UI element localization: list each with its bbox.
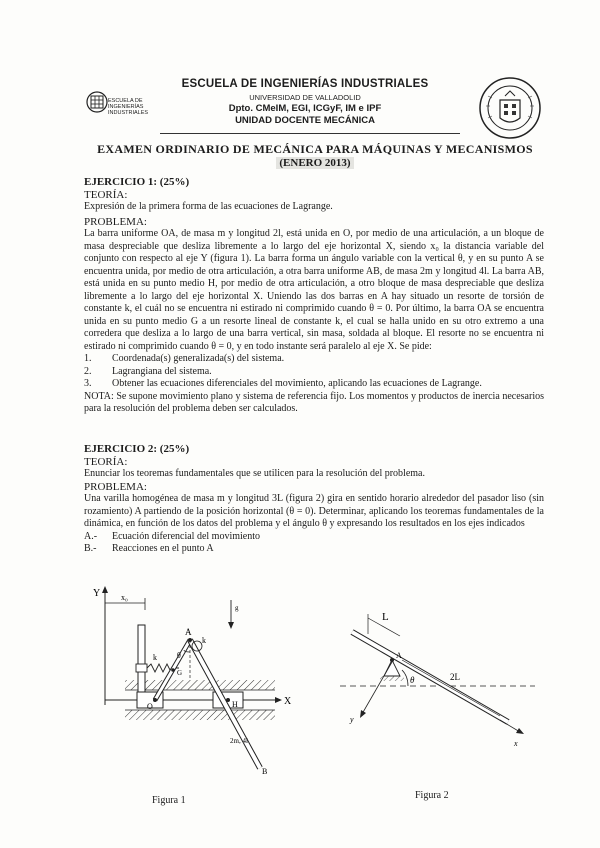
- point-b-label: B: [262, 767, 268, 776]
- item-number: A.-: [84, 530, 98, 542]
- point-a: [390, 658, 394, 662]
- exercise-1-theory-text: Expresión de la primera forma de las ecuaciones de Lagrange.: [84, 201, 333, 212]
- y-axis-arrow-icon: [360, 710, 366, 718]
- exam-date-text: (ENERO 2013): [276, 157, 353, 169]
- point-o-label: O: [147, 702, 153, 711]
- exercise-1-problem-label: PROBLEMA:: [84, 215, 147, 228]
- gravity-label: g: [235, 604, 239, 612]
- exercise-1-problem-text: La barra uniforme OA, de masa m y longitud 2l, está unida en O, por medio de una articulación, a un bloque de masa despreciable que desliza libremente a lo largo del eje horizontal X, siendo x₀ la distancia variable del conjunto con respecto al eje Y (figura 1). La barra forma un ángulo variable con la vertical θ, y en su punto A se encuentra unida, por medio de otra articulación, a otra barra uniforme AB, de masa 2m y longitud 4l. La barra AB, está unida en su punto medio H, por medio de otra articulación, a otro bloque de masa despreciable que desliza libremente a lo largo del eje horizontal X. Uniendo las dos barras en A hay situado un resorte de torsión de constante k, el cuál no se encuentra ni estirado ni comprimido cuando θ = 0. Por último, la barra OA se encuentra unida en su punto medio G a un resorte lineal de constante k, el cual se halla unido en su otro extremo a una corredera que desliza a lo largo de una barra vertical, sin masa, soldada al bloque. El resorte no se encuentra ni estirado ni comprimido cuando θ = 0, y en todo instante será paralelo al eje X. Se pide:: [84, 228, 544, 352]
- logo-caption: ESCUELA DE INGENIERÍAS INDUSTRIALES: [108, 98, 149, 116]
- exercise-2-heading: EJERCICIO 2: (25%): [84, 443, 190, 455]
- exercise-2-problem-text: Una varilla homogénea de masa m y longitud 3L (figura 2) gira en sentido horario alrededor del pasador liso (sin rozamiento) A partiendo de la posición horizontal (θ = 0). Determinar, aplicando los teoremas fundamentales de la dinámica, en función de los datos del problema y el ángulo θ y expresando los resultados en los ejes indicados: [84, 493, 544, 529]
- x-axis-arrow-icon: [516, 728, 524, 734]
- exercise-2: [84, 443, 544, 556]
- exercise-2-problem-label: PROBLEMA:: [84, 480, 147, 493]
- item-text: Ecuación diferencial del movimiento: [112, 530, 260, 542]
- figure-2-caption: Figura 2: [415, 790, 449, 801]
- theta-label: θ: [410, 675, 415, 685]
- point-g: [171, 668, 175, 672]
- exam-date: [95, 157, 535, 169]
- x-axis-label: X: [284, 696, 292, 707]
- ground-top: [125, 680, 275, 690]
- item-text: Reacciones en el punto A: [112, 543, 214, 554]
- bar-ab-label: 2m, 4l: [230, 737, 248, 745]
- school-name: ESCUELA DE INGENIERÍAS INDUSTRIALES: [181, 78, 429, 90]
- 2l-dimension: [402, 660, 500, 716]
- item-number: 3.: [84, 378, 92, 389]
- item-number: 1.: [84, 353, 92, 364]
- university-seal-icon: [478, 76, 542, 140]
- departments: Dpto. CMeIM, EGI, ICGyF, IM e IPF: [228, 103, 382, 114]
- spring-slider: [136, 664, 147, 672]
- university-name: UNIVERSIDAD DE VALLADOLID: [249, 93, 361, 102]
- exercise-1-item: [84, 366, 544, 379]
- exercise-1-note: NOTA: Se supone movimiento plano y sistema de referencia fijo. Los momentos y productos de inercia necesarios para la resolución del problema deben ser calculados.: [84, 390, 544, 414]
- exercise-2-theory-label: TEORÍA:: [84, 455, 128, 468]
- exercise-2-item: [84, 531, 544, 544]
- point-a-label: A: [185, 627, 192, 637]
- x0-label: x₀: [121, 593, 128, 602]
- exam-title: EXAMEN ORDINARIO DE MECÁNICA PARA MÁQUINAS Y MECANISMOS: [97, 142, 533, 156]
- theta-label: θ: [177, 651, 181, 660]
- item-text: Coordenada(s) generalizada(s) del sistema.: [112, 353, 285, 364]
- ground-bottom: [125, 710, 275, 720]
- point-a: [188, 638, 192, 642]
- exercise-2-theory-text: Enunciar los teoremas fundamentales que se utilicen para la resolución del problema.: [84, 468, 425, 479]
- x-axis-arrow-icon: [275, 697, 282, 703]
- x-axis-label: x: [514, 739, 518, 748]
- point-o: [153, 698, 157, 702]
- exercise-1-heading: EJERCICIO 1: (25%): [84, 176, 190, 188]
- torsion-spring-label: k: [202, 636, 206, 645]
- header-divider: [160, 133, 460, 134]
- item-text: Lagrangiana del sistema.: [112, 365, 212, 377]
- point-h-label: H: [232, 700, 238, 709]
- l-label: L: [382, 611, 389, 623]
- linear-spring-label: k: [153, 653, 157, 662]
- figure-1: [85, 580, 310, 780]
- y-axis-local: [362, 662, 392, 714]
- y-axis-label: y: [350, 715, 354, 724]
- 2l-label: 2L: [450, 672, 460, 682]
- point-a-label: A: [396, 651, 402, 660]
- exercise-1-item: [84, 378, 544, 391]
- exercise-1-item: [84, 353, 544, 366]
- item-number: 2.: [84, 365, 92, 377]
- point-g-label: G: [177, 669, 183, 677]
- figure-1-caption: Figura 1: [152, 795, 186, 806]
- item-number: B.-: [84, 543, 97, 554]
- gravity-arrow-icon: [228, 622, 234, 629]
- point-h: [226, 698, 230, 702]
- exercise-1-theory-label: TEORÍA:: [84, 188, 128, 201]
- figure-2: [330, 610, 545, 765]
- item-text: Obtener las ecuaciones diferenciales del movimiento, aplicando las ecuaciones de Lagrange.: [112, 378, 482, 389]
- teaching-unit: UNIDAD DOCENTE MECÁNICA: [235, 115, 375, 126]
- vertical-guide-bar: [138, 625, 145, 692]
- y-axis-arrow-icon: [102, 586, 108, 593]
- x-axis-local: [500, 720, 520, 732]
- exercise-2-item: [84, 543, 544, 556]
- y-axis-label: Y: [93, 588, 101, 599]
- exercise-1: [84, 176, 544, 416]
